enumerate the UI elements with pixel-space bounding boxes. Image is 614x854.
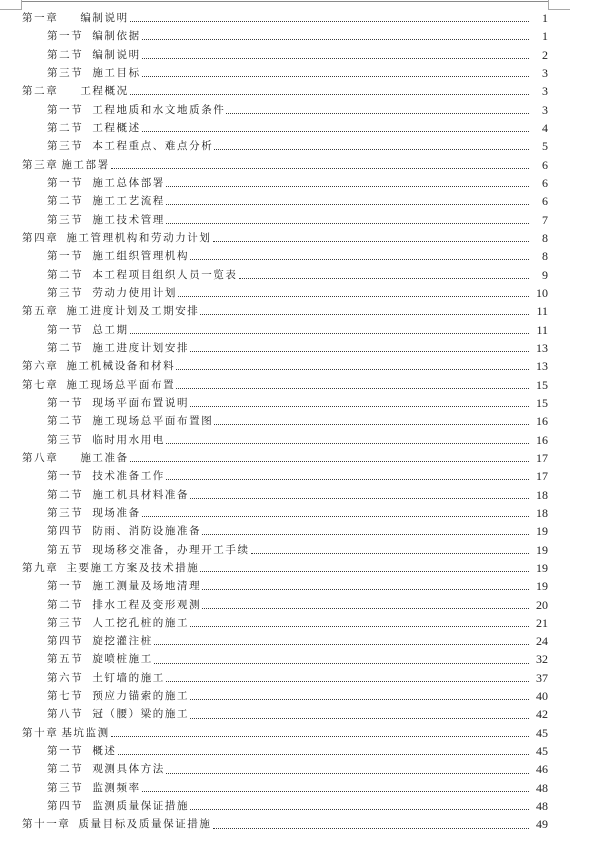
section-title: 概述	[92, 745, 117, 758]
section-number-label: 第一节	[47, 323, 84, 336]
section-number-label: 第一节	[47, 396, 84, 409]
page-number: 17	[536, 450, 548, 465]
page-number: 7	[542, 212, 548, 227]
toc-section-entry[interactable]	[0, 504, 614, 522]
toc-section-entry[interactable]	[0, 705, 614, 723]
dot-leader	[154, 662, 529, 664]
page-number: 48	[536, 799, 548, 814]
toc-section-entry[interactable]	[0, 394, 614, 412]
section-number-label: 第一节	[47, 250, 84, 263]
chapter-title: 编制说明	[80, 12, 129, 24]
page-number: 1	[542, 11, 548, 25]
toc-chapter-entry[interactable]	[0, 724, 614, 742]
toc-section-entry[interactable]	[0, 192, 614, 210]
dot-leader	[190, 625, 529, 627]
section-title: 工程概述	[92, 121, 141, 134]
section-title: 现场平面布置说明	[92, 396, 190, 409]
toc-section-entry[interactable]	[0, 46, 614, 64]
section-title: 现场准备	[92, 506, 141, 519]
section-title: 劳动力使用计划	[92, 286, 178, 299]
dot-leader	[142, 38, 529, 40]
chapter-number-label: 第三章	[22, 158, 59, 171]
dot-leader	[142, 57, 529, 59]
toc-section-entry[interactable]	[0, 174, 614, 192]
toc-section-entry[interactable]	[0, 632, 614, 650]
chapter-number-label: 第一章	[22, 12, 59, 24]
toc-section-entry[interactable]	[0, 614, 614, 632]
dot-leader	[190, 808, 529, 810]
dot-leader	[202, 607, 529, 609]
page-number: 6	[542, 194, 548, 209]
page-number: 42	[536, 707, 548, 722]
page-number: 15	[536, 377, 548, 392]
page-number: 15	[536, 395, 548, 410]
dot-leader	[190, 717, 529, 719]
page-number: 18	[536, 487, 548, 502]
section-title: 编制说明	[92, 48, 141, 61]
section-title: 旋喷桩施工	[92, 653, 153, 666]
chapter-number-label: 第四章	[22, 231, 59, 244]
toc-section-entry[interactable]	[0, 266, 614, 284]
dot-leader	[190, 698, 529, 700]
dot-leader	[190, 405, 529, 407]
section-title: 排水工程及变形观测	[92, 598, 202, 611]
chapter-title: 施工现场总平面布置	[66, 378, 176, 391]
section-title: 施工工艺流程	[92, 195, 165, 208]
section-title: 施工测量及场地清理	[92, 580, 202, 593]
section-title: 施工机具材料准备	[92, 488, 190, 501]
page-number: 45	[536, 725, 548, 740]
chapter-number-label: 第九章	[22, 561, 59, 574]
section-title: 人工挖孔桩的施工	[92, 616, 190, 629]
dot-leader	[200, 313, 529, 315]
chapter-title: 施工管理机构和劳动力计划	[66, 231, 212, 244]
section-number-label: 第一节	[47, 470, 84, 483]
toc-chapter-entry[interactable]	[0, 82, 614, 100]
toc-section-entry[interactable]	[0, 650, 614, 668]
section-title: 预应力锚索的施工	[92, 690, 190, 703]
section-number-label: 第五节	[47, 653, 84, 666]
page-number: 5	[542, 139, 548, 154]
section-title: 土钉墙的施工	[92, 671, 165, 684]
page-number: 3	[542, 102, 548, 117]
dot-leader	[142, 790, 529, 792]
page-number: 19	[536, 542, 548, 557]
section-number-label: 第三节	[47, 213, 84, 226]
section-number-label: 第八节	[47, 708, 84, 721]
dot-leader	[130, 460, 529, 462]
dot-leader	[226, 112, 529, 114]
toc-section-entry[interactable]	[0, 669, 614, 687]
dot-leader	[202, 533, 529, 535]
dot-leader	[166, 222, 529, 224]
toc-chapter-entry[interactable]	[0, 302, 614, 320]
section-number-label: 第二节	[47, 121, 84, 134]
toc-chapter-entry[interactable]	[0, 449, 614, 467]
dot-leader	[130, 332, 529, 334]
section-number-label: 第三节	[47, 286, 84, 299]
page-number: 1	[542, 29, 548, 44]
chapter-number-label: 第二章	[22, 85, 59, 98]
dot-leader	[251, 552, 529, 554]
table-of-contents	[0, 9, 614, 834]
section-title: 监测频率	[92, 781, 141, 794]
toc-section-entry[interactable]	[0, 339, 614, 357]
toc-chapter-entry[interactable]	[0, 559, 614, 577]
section-number-label: 第三节	[47, 140, 84, 153]
dot-leader	[111, 167, 529, 169]
page-number: 11	[536, 322, 548, 337]
toc-section-entry[interactable]	[0, 412, 614, 430]
section-title: 技术准备工作	[92, 470, 165, 483]
dot-leader	[111, 735, 529, 737]
dot-leader	[213, 827, 529, 829]
page-number: 2	[542, 47, 548, 62]
dot-leader	[130, 20, 529, 22]
dot-leader	[142, 515, 529, 517]
section-number-label: 第二节	[47, 268, 84, 281]
section-title: 冠（腰）梁的施工	[92, 708, 190, 721]
page-number: 20	[536, 597, 548, 612]
chapter-title: 施工进度计划及工期安排	[66, 305, 200, 318]
section-number-label: 第二节	[47, 488, 84, 501]
dot-leader	[200, 570, 529, 572]
dot-leader	[130, 93, 529, 95]
section-title: 临时用水用电	[92, 433, 165, 446]
section-title: 施工进度计划安排	[92, 341, 190, 354]
section-title: 观测具体方法	[92, 763, 165, 776]
chapter-title: 施工机械设备和材料	[66, 360, 176, 373]
section-number-label: 第三节	[47, 781, 84, 794]
page-number: 21	[536, 615, 548, 630]
toc-section-entry[interactable]	[0, 522, 614, 540]
page-number: 37	[536, 670, 548, 685]
dot-leader	[176, 368, 529, 370]
section-number-label: 第二节	[47, 195, 84, 208]
toc-chapter-entry[interactable]	[0, 229, 614, 247]
toc-section-entry[interactable]	[0, 64, 614, 82]
section-number-label: 第二节	[47, 341, 84, 354]
page-number: 32	[536, 652, 548, 667]
page-number: 13	[536, 340, 548, 355]
section-title: 施工目标	[92, 66, 141, 79]
toc-section-entry[interactable]	[0, 779, 614, 797]
page-number: 6	[542, 175, 548, 190]
section-number-label: 第一节	[47, 30, 84, 43]
chapter-title: 基坑监测	[61, 726, 110, 739]
section-title: 工程地质和水文地质条件	[92, 103, 226, 116]
toc-section-entry[interactable]	[0, 797, 614, 815]
section-number-label: 第一节	[47, 580, 84, 593]
dot-leader	[118, 753, 529, 755]
toc-section-entry[interactable]	[0, 467, 614, 485]
toc-section-entry[interactable]	[0, 211, 614, 229]
dot-leader	[142, 130, 529, 132]
toc-section-entry[interactable]	[0, 596, 614, 614]
section-number-label: 第三节	[47, 616, 84, 629]
toc-section-entry[interactable]	[0, 541, 614, 559]
toc-section-entry[interactable]	[0, 431, 614, 449]
dot-leader	[214, 423, 529, 425]
dot-leader	[202, 588, 529, 590]
dot-leader	[190, 350, 529, 352]
chapter-number-label: 第七章	[22, 378, 59, 391]
toc-chapter-entry[interactable]	[0, 9, 614, 27]
toc-section-entry[interactable]	[0, 27, 614, 45]
section-number-label: 第四节	[47, 800, 84, 813]
dot-leader	[214, 148, 529, 150]
chapter-number-label: 第六章	[22, 360, 59, 373]
page-number: 18	[536, 505, 548, 520]
page-number: 8	[542, 230, 548, 245]
dot-leader	[166, 478, 529, 480]
section-title: 编制依据	[92, 30, 141, 43]
dot-leader	[154, 643, 529, 645]
toc-section-entry[interactable]	[0, 760, 614, 778]
toc-chapter-entry[interactable]	[0, 815, 614, 833]
section-number-label: 第七节	[47, 690, 84, 703]
page-number: 46	[536, 762, 548, 777]
section-number-label: 第四节	[47, 525, 84, 538]
dot-leader	[176, 387, 529, 389]
dot-leader	[166, 185, 529, 187]
page-number: 16	[536, 432, 548, 447]
page-number: 19	[536, 560, 548, 575]
section-number-label: 第二节	[47, 415, 84, 428]
section-number-label: 第二节	[47, 48, 84, 61]
page-number: 4	[542, 120, 548, 135]
toc-section-entry[interactable]	[0, 486, 614, 504]
page-number: 19	[536, 579, 548, 594]
chapter-number-label: 第十一章	[22, 818, 71, 831]
section-title: 旋挖灌注桩	[92, 635, 153, 648]
chapter-number-label: 第十章	[22, 726, 59, 739]
section-number-label: 第一节	[47, 176, 84, 189]
page-number: 9	[542, 267, 548, 282]
section-title: 施工总体部署	[92, 176, 165, 189]
dot-leader	[190, 497, 529, 499]
chapter-title: 工程概况	[80, 85, 129, 98]
section-title: 总工期	[92, 323, 129, 336]
section-title: 本工程重点、难点分析	[92, 140, 214, 153]
dot-leader	[166, 203, 529, 205]
page-number: 8	[542, 249, 548, 264]
page-number: 17	[536, 469, 548, 484]
section-title: 施工现场总平面布置图	[92, 415, 214, 428]
chapter-title: 质量目标及质量保证措施	[78, 818, 212, 831]
dot-leader	[166, 442, 529, 444]
section-number-label: 第一节	[47, 745, 84, 758]
chapter-title: 主要施工方案及技术措施	[66, 561, 200, 574]
section-number-label: 第二节	[47, 598, 84, 611]
toc-section-entry[interactable]	[0, 137, 614, 155]
dot-leader	[166, 772, 529, 774]
section-number-label: 第三节	[47, 66, 84, 79]
toc-section-entry[interactable]	[0, 321, 614, 339]
page-number: 49	[536, 817, 548, 832]
dot-leader	[166, 680, 529, 682]
page-number: 13	[536, 359, 548, 374]
page-number: 45	[536, 744, 548, 759]
page-number: 40	[536, 689, 548, 704]
page-number: 3	[542, 84, 548, 99]
section-title: 防雨、消防设施准备	[92, 525, 202, 538]
section-title: 本工程项目组织人员一览表	[92, 268, 238, 281]
dot-leader	[178, 295, 529, 297]
chapter-number-label: 第五章	[22, 305, 59, 318]
section-number-label: 第二节	[47, 763, 84, 776]
section-number-label: 第六节	[47, 671, 84, 684]
section-number-label: 第三节	[47, 506, 84, 519]
page-number: 24	[536, 634, 548, 649]
section-title: 监测质量保证措施	[92, 800, 190, 813]
page-number: 11	[536, 304, 548, 319]
section-title: 现场移交准备，办理开工手续	[92, 543, 250, 556]
toc-chapter-entry[interactable]	[0, 376, 614, 394]
chapter-title: 施工准备	[80, 451, 129, 464]
dot-leader	[213, 240, 529, 242]
toc-section-entry[interactable]	[0, 577, 614, 595]
dot-leader	[142, 75, 529, 77]
toc-section-entry[interactable]	[0, 742, 614, 760]
dot-leader	[239, 277, 529, 279]
chapter-title: 施工部署	[61, 158, 110, 171]
toc-chapter-entry[interactable]	[0, 156, 614, 174]
toc-section-entry[interactable]	[0, 119, 614, 137]
section-number-label: 第三节	[47, 433, 84, 446]
chapter-number-label: 第八章	[22, 451, 59, 464]
page-number: 6	[542, 157, 548, 172]
section-title: 施工技术管理	[92, 213, 165, 226]
toc-chapter-entry[interactable]	[0, 357, 614, 375]
page-number: 10	[536, 285, 548, 300]
page-number: 19	[536, 524, 548, 539]
section-number-label: 第四节	[47, 635, 84, 648]
section-number-label: 第五节	[47, 543, 84, 556]
toc-section-entry[interactable]	[0, 284, 614, 302]
page-top-border	[21, 1, 548, 2]
toc-section-entry[interactable]	[0, 687, 614, 705]
toc-section-entry[interactable]	[0, 247, 614, 265]
page-number: 16	[536, 414, 548, 429]
page-number: 48	[536, 780, 548, 795]
dot-leader	[190, 258, 529, 260]
section-title: 施工组织管理机构	[92, 250, 190, 263]
toc-section-entry[interactable]	[0, 101, 614, 119]
page-number: 3	[542, 65, 548, 80]
section-number-label: 第一节	[47, 103, 84, 116]
